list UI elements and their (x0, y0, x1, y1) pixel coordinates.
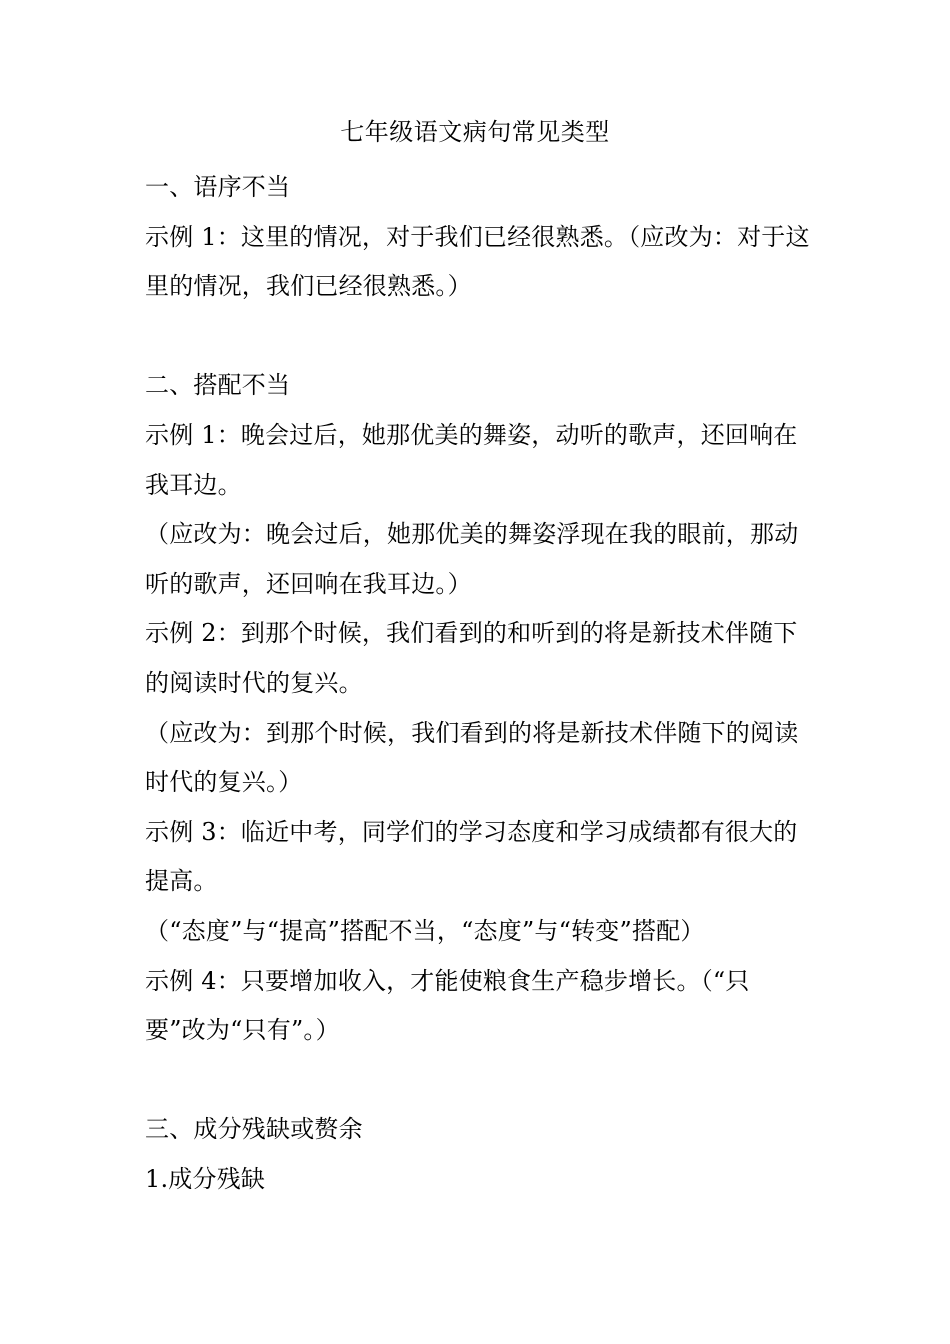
blank-line (145, 312, 810, 362)
paragraph: （“态度”与“提高”搭配不当，“态度”与“转变”搭配） (145, 916, 705, 945)
section-heading-1: 一、语序不当 (145, 173, 291, 201)
paragraph: 示例 2：到那个时候，我们看到的和听到的将是新技术伴随下的阅读时代的复兴。 (145, 619, 798, 697)
document-title: 七年级语文病句常见类型 (340, 118, 610, 146)
paragraph: 示例 1：晚会过后，她那优美的舞姿，动听的歌声，还回响在我耳边。 (145, 420, 798, 499)
paragraph: 示例 3：临近中考，同学们的学习态度和学习成绩都有很大的提高。 (145, 817, 798, 896)
paragraph: （应改为：晚会过后，她那优美的舞姿浮现在我的眼前，那动听的歌声，还回响在我耳边。） (145, 520, 799, 598)
paragraph: 1.成分残缺 (145, 1164, 266, 1193)
paragraph: 示例 4：只要增加收入，才能使粮食生产稳步增长。（“只要”改为“只有”。） (145, 966, 750, 1045)
paragraph: （应改为：到那个时候，我们看到的将是新技术伴随下的阅读时代的复兴。） (145, 718, 799, 797)
blank-line (145, 1056, 810, 1106)
document-body (145, 163, 810, 1204)
paragraph: 示例 1：这里的情况，对于我们已经很熟悉。（应改为：对于这里的情况，我们已经很熟悉。） (145, 222, 810, 301)
section-heading-3: 三、成分残缺或赘余 (145, 1115, 363, 1144)
section-heading-2: 二、搭配不当 (145, 371, 291, 400)
